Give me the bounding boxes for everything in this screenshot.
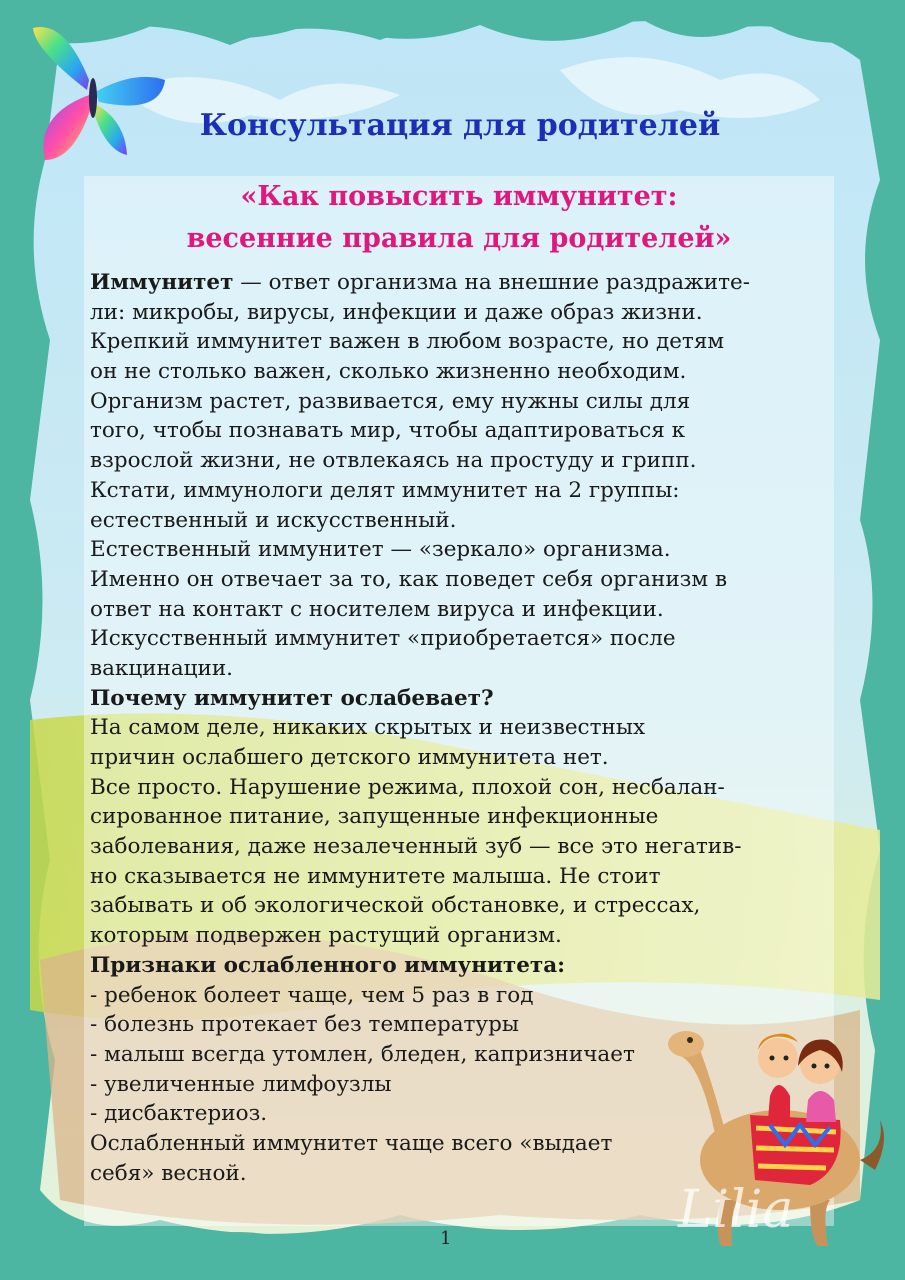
body-line: Искусственный иммунитет «приобретается» после — [90, 626, 676, 652]
body-line: он не столько важен, сколько жизненно необходим. — [90, 359, 687, 385]
body-line: Организм растет, развивается, ему нужны силы для — [90, 388, 691, 414]
body-line: но сказывается не иммунитете малыша. Не стоит — [90, 863, 661, 889]
body-line: того, чтобы познавать мир, чтобы адаптироваться к — [90, 418, 686, 444]
page-title: Консультация для родителей — [199, 108, 721, 143]
list-item: - дисбактериоз. — [90, 1101, 268, 1127]
article-title-line: «Как повысить иммунитет: — [240, 181, 678, 212]
list-item: - увеличенные лимфоузлы — [90, 1071, 392, 1097]
body-line: которым подвержен растущий организм. — [90, 923, 562, 949]
body-text: — ответ организма на внешние раздражите- — [233, 270, 751, 295]
body-line: Кстати, иммунологи делят иммунитет на 2 группы: — [90, 477, 680, 503]
body-line: причин ослабшего детского иммунитета нет. — [90, 745, 609, 770]
list-item: - малыш всегда утомлен, бледен, капризничает — [90, 1041, 635, 1067]
body-line: заболевания, даже незалеченный зуб — все это негатив- — [90, 834, 742, 860]
butterfly-icon — [15, 20, 175, 170]
body-line: ли: микробы, вирусы, инфекции и даже образ жизни. — [90, 299, 703, 325]
term-bold: Иммунитет — [90, 270, 234, 295]
body-line — [90, 268, 850, 298]
body-line: Все просто. Нарушение режима, плохой сон, несбалан- — [90, 774, 725, 800]
body-line: сированное питание, запущенные инфекционные — [90, 804, 659, 830]
page-number: 1 — [440, 1228, 452, 1249]
section-heading: Признаки ослабленного иммунитета: — [90, 952, 566, 978]
watermark-logo: Lilia — [678, 1180, 794, 1240]
body-line: Ослабленный иммунитет чаще всего «выдает — [90, 1130, 613, 1156]
body-line: вакцинации. — [90, 655, 233, 681]
section-heading: Почему иммунитет ослабевает? — [90, 685, 494, 711]
body-line: Именно он отвечает за то, как поведет себя организм в — [90, 566, 728, 592]
body-line: Естественный иммунитет — «зеркало» организма. — [90, 537, 671, 563]
body-line: забывать и об экологической обстановке, и стрессах, — [90, 893, 701, 919]
body-line: Крепкий иммунитет важен в любом возрасте, но детям — [90, 329, 725, 355]
body-line: взрослой жизни, не отвлекаясь на простуду и грипп. — [90, 448, 697, 474]
article-title-line: весенние правила для родителей» — [186, 223, 732, 254]
article-title — [84, 176, 834, 260]
list-item: - болезнь протекает без температуры — [90, 1012, 519, 1038]
body-line: На самом деле, никаких скрытых и неизвестных — [90, 715, 646, 741]
body-line: ответ на контакт с носителем вируса и инфекции. — [90, 596, 664, 622]
body-line: естественный и искусственный. — [90, 507, 457, 533]
list-item: - ребенок болеет чаще, чем 5 раз в год — [90, 982, 534, 1008]
body-line: себя» весной. — [90, 1160, 247, 1186]
